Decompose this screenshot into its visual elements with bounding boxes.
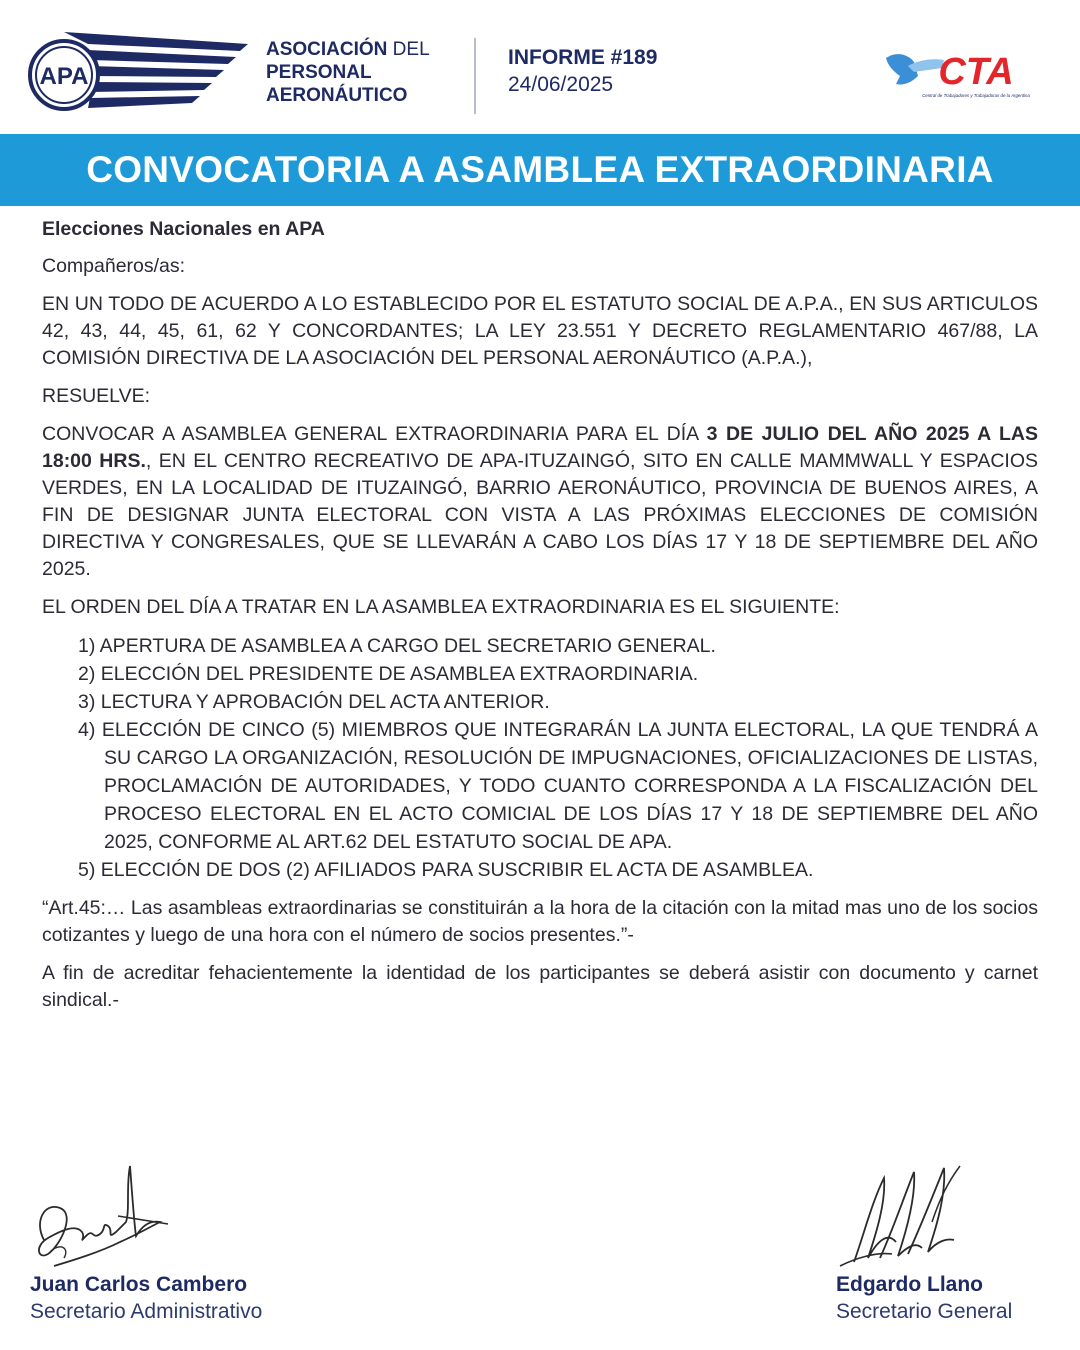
article-quote: “Art.45:… Las asambleas extraordinarias se constituirán a la hora de la citación con la mitad mas uno de los socios cotizantes y luego de una hora con el número de socios presentes.”- [42, 897, 1038, 946]
informe-date: 24/06/2025 [508, 73, 614, 96]
signature-right [836, 1162, 966, 1272]
title-banner [0, 134, 1080, 206]
signature-left [30, 1162, 170, 1272]
list-item: 4) ELECCIÓN DE CINCO (5) MIEMBROS QUE INTEGRARÁN LA JUNTA ELECTORAL, LA QUE TENDRÁ A SU CARGO LA ORGANIZACIÓN, RESOLUCIÓN DE IMPUGNACIONES, OFICIALIZACIONES DE LISTAS, PROCLAMACIÓN DE AUTORIDADES, Y TODO CUANTO CORRESPONDA A LA FISCALIZACIÓN DEL PROCESO ELECTORAL EN EL ACTO COMICIAL DE LOS DÍAS 17 Y 18 DE SEPTIEMBRE DEL AÑO 2025, CONFORME AL ART.62 DEL ESTATUTO SOCIAL DE APA. [78, 719, 1038, 853]
convocatoria-text-end: , EN EL CENTRO RECREATIVO DE APA-ITUZAINGÓ, SITO EN CALLE MAMMWALL Y ESPACIOS VERDES, EN LA LOCALIDAD DE ITUZAINGÓ, BARRIO AERONÁUTICO, PROVINCIA DE BUENOS AIRES, A FIN DE DESIGNAR JUNTA ELECTORAL CON VISTA A LAS PRÓXIMAS ELECCIONES DE COMISIÓN DIRECTIVA Y CONGRESALES, QUE SE LLEVARÁN A CABO LOS DÍAS 17 Y 18 DE SEPTIEMBRE DEL AÑO 2025. [42, 450, 1038, 580]
cta-tagline: Central de Trabajadores y Trabajadoras de la Argentina [922, 93, 1030, 98]
resuelve-label: RESUELVE: [42, 385, 151, 407]
orden-del-dia-list [78, 632, 1038, 884]
closing-note: A fin de acreditar fehacientemente la identidad de los participantes se deberá asistir con documento y carnet sindical.- [42, 962, 1038, 1011]
page-title: CONVOCATORIA A ASAMBLEA EXTRAORDINARIA [86, 149, 994, 190]
paragraph-convocatoria [42, 421, 1038, 583]
org-name-line3: AERONÁUTICO [266, 85, 408, 106]
cta-logo [884, 46, 1034, 102]
informe-number: INFORME #189 [508, 46, 658, 69]
header-divider [474, 38, 476, 114]
signatory-role-left: Secretario Administrativo [30, 1300, 263, 1323]
informe-block [508, 44, 657, 98]
signatory-name-left: Juan Carlos Cambero [30, 1273, 248, 1296]
signatory-role-right: Secretario General [836, 1300, 1013, 1323]
header [0, 0, 1080, 134]
paragraph-estatuto: EN UN TODO DE ACUERDO A LO ESTABLECIDO POR EL ESTATUTO SOCIAL DE A.P.A., EN SUS ARTICULOS 42, 43, 44, 45, 61, 62 Y CONCORDANTES; LA LEY 23.551 Y DECRETO REGLAMENTARIO 467/88, LA COMISIÓN DIRECTIVA DE LA ASOCIACIÓN DEL PERSONAL AERONÁUTICO (A.P.A.), [42, 293, 1038, 369]
greeting: Compañeros/as: [42, 255, 186, 277]
org-name [266, 38, 430, 107]
convocatoria-date: 3 DE JULIO DEL AÑO 2025 A LAS 18:00 HRS. [42, 423, 1038, 472]
signatory-name-right: Edgardo Llano [836, 1273, 983, 1296]
list-item: 2) ELECCIÓN DEL PRESIDENTE DE ASAMBLEA EXTRAORDINARIA. [78, 663, 699, 685]
apa-logo-text: APA [39, 63, 89, 90]
apa-logo [26, 30, 252, 120]
subtitle: Elecciones Nacionales en APA [42, 218, 325, 240]
list-item: 1) APERTURA DE ASAMBLEA A CARGO DEL SECRETARIO GENERAL. [78, 635, 716, 657]
cta-logo-text: CTA [938, 51, 1014, 93]
org-name-bold: ASOCIACIÓN [266, 39, 388, 60]
signature-block-right [836, 1162, 1066, 1326]
list-item: 3) LECTURA Y APROBACIÓN DEL ACTA ANTERIOR. [78, 691, 550, 713]
convocatoria-text-start: CONVOCAR A ASAMBLEA GENERAL EXTRAORDINARIA PARA EL DÍA [42, 423, 707, 445]
org-name-rest: DEL [387, 39, 430, 60]
org-name-line2: PERSONAL [266, 62, 372, 83]
document-body [42, 216, 1038, 1025]
orden-intro: EL ORDEN DEL DÍA A TRATAR EN LA ASAMBLEA EXTRAORDINARIA ES EL SIGUIENTE: [42, 596, 840, 618]
list-item: 5) ELECCIÓN DE DOS (2) AFILIADOS PARA SUSCRIBIR EL ACTA DE ASAMBLEA. [78, 859, 814, 881]
signature-block-left [30, 1162, 350, 1326]
